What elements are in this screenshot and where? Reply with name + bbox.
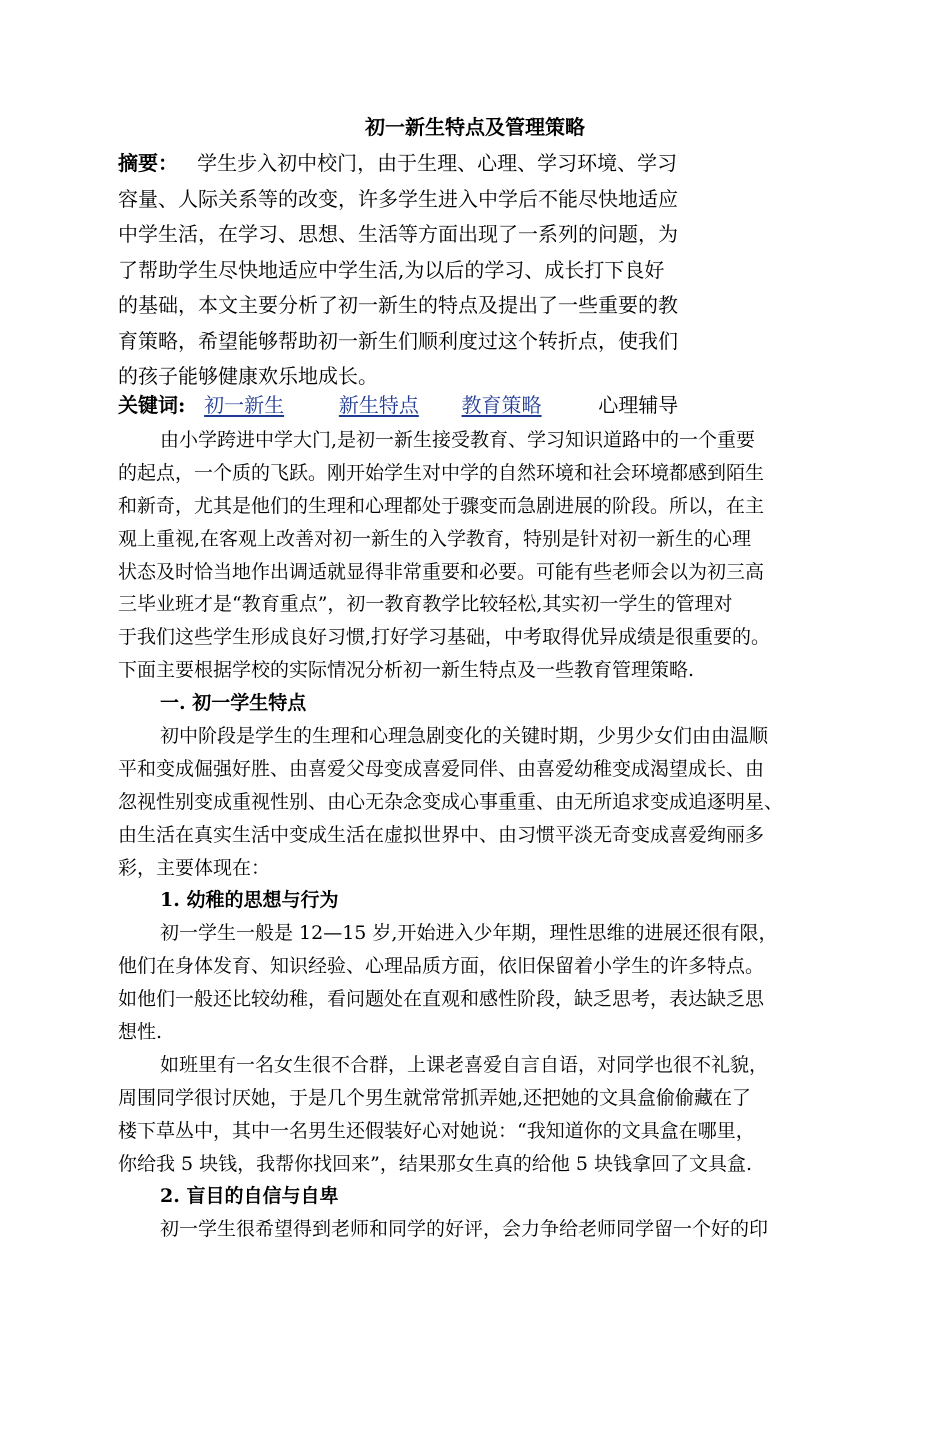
paragraph-line: 忽视性别变成重视性别、由心无杂念变成心事重重、由无所追求变成追逐明星、 — [118, 790, 784, 813]
keyword-link[interactable]: 教育策略 — [461, 393, 542, 417]
keywords-label: 关键词: — [118, 393, 186, 417]
abstract-line: 容量、人际关系等的改变，许多学生进入中学后不能尽快地适应 — [118, 186, 678, 211]
abstract-line — [118, 146, 754, 182]
abstract-line: 育策略，希望能够帮助初一新生们顺利度过这个转折点，使我们 — [118, 328, 678, 353]
paragraph-line: 状态及时恰当地作出调适就显得非常重要和必要。可能有些老师会以为初三高 — [118, 560, 765, 583]
abstract-line: 的孩子能够健康欢乐地成长。 — [118, 364, 378, 388]
paragraph-line: 和新奇，尤其是他们的生理和心理都处于骤变而急剧进展的阶段。所以，在主 — [118, 494, 765, 517]
paragraph-line: 彩，主要体现在： — [118, 856, 271, 879]
paragraph-line: 楼下草丛中，其中一名男生还假装好心对她说：“我知道你的文具盒在哪里， — [118, 1119, 755, 1142]
paragraph-line: 下面主要根据学校的实际情况分析初一新生特点及一些教育管理策略. — [118, 659, 695, 682]
paragraph-line: 由小学跨进中学大门,是初一新生接受教育、学习知识道路中的一个重要 — [160, 429, 756, 451]
subsection-heading: 1. 幼稚的思想与行为 — [160, 889, 339, 912]
abstract-section — [118, 146, 754, 395]
keywords-line — [118, 390, 678, 420]
abstract-line: 的基础，本文主要分析了初一新生的特点及提出了一些重要的教 — [118, 293, 678, 317]
abstract-line: 中学生活，在学习、思想、生活等方面出现了一系列的问题，为 — [118, 222, 678, 246]
abstract-line: 了帮助学生尽快地适应中学生活,为以后的学习、成长打下良好 — [118, 257, 665, 282]
paragraph-line: 你给我 5 块钱，我帮你找回来”，结果那女生真的给他 5 块钱拿回了文具盒. — [118, 1152, 753, 1175]
paragraph-line: 他们在身体发育、知识经验、心理品质方面，依旧保留着小学生的许多特点。 — [118, 955, 765, 978]
paragraph-line: 三毕业班才是“教育重点”，初一教育教学比较轻松,其实初一学生的管理对 — [118, 593, 733, 616]
abstract-text: 学生步入初中校门，由于生理、心理、学习环境、学习 — [197, 151, 678, 175]
paragraph-line: 的起点，一个质的飞跃。刚开始学生对中学的自然环境和社会环境都感到陌生 — [118, 461, 765, 484]
subsection-heading: 2. 盲目的自信与自卑 — [160, 1185, 339, 1208]
paragraph-line: 由生活在真实生活中变成生活在虚拟世界中、由习惯平淡无奇变成喜爱绚丽多 — [118, 823, 765, 846]
document-title: 初一新生特点及管理策略 — [365, 115, 585, 139]
paragraph-line: 观上重视,在客观上改善对初一新生的入学教育，特别是针对初一新生的心理 — [118, 527, 752, 550]
paragraph-line: 想性. — [118, 1021, 163, 1044]
keyword-link[interactable]: 新生特点 — [338, 393, 419, 417]
paragraph-line: 于我们这些学生形成良好习惯,打好学习基础，中考取得优异成绩是很重要的。 — [118, 626, 771, 649]
keyword-text: 心理辅导 — [598, 393, 679, 417]
document-body — [118, 424, 836, 1246]
paragraph-line: 初一学生很希望得到老师和同学的好评，会力争给老师同学留一个好的印 — [160, 1218, 769, 1241]
paragraph-line: 周围同学很讨厌她，于是几个男生就常常抓弄她,还把她的文具盒偷偷藏在了 — [118, 1086, 752, 1109]
abstract-label: 摘要： — [118, 151, 178, 175]
paragraph-line: 如他们一般还比较幼稚，看问题处在直观和感性阶段，缺乏思考，表达缺乏思 — [118, 988, 765, 1011]
paragraph-line: 如班里有一名女生很不合群，上课老喜爱自言自语，对同学也很不礼貌， — [160, 1053, 769, 1076]
paragraph-line: 初一学生一般是 12—15 岁,开始进入少年期，理性思维的进展还很有限， — [160, 922, 778, 945]
paragraph-line: 初中阶段是学生的生理和心理急剧变化的关键时期，少男少女们由由温顺 — [160, 725, 769, 748]
keyword-link[interactable]: 初一新生 — [204, 393, 285, 417]
section-heading: 一. 初一学生特点 — [160, 692, 307, 715]
paragraph-line: 平和变成倔强好胜、由喜爱父母变成喜爱同伴、由喜爱幼稚变成渴望成长、由 — [118, 757, 765, 780]
